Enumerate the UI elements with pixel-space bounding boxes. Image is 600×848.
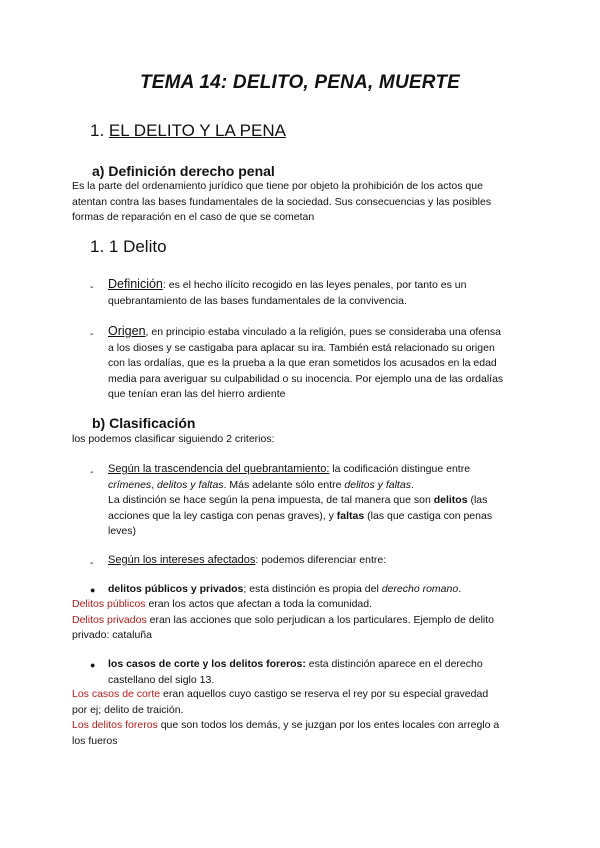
list-item-criterio-trascendencia	[108, 462, 492, 540]
criterio-text: la codificación distingue entre	[329, 463, 471, 475]
bullet-icon: ●	[90, 585, 96, 595]
definicion-text: : es el hecho ilícito recogido en las leyes penales, por tanto es un	[162, 279, 467, 291]
text-run: (las que castiga con penas	[364, 509, 493, 522]
origen-text: , en principio estaba vinculado a la religión, pues se consideraba una ofensa	[145, 326, 502, 338]
red-term: Delitos públicos	[72, 598, 146, 610]
section-heading-1-1: 1. 1 Delito	[90, 237, 167, 256]
text-line: quebrantamiento de las bases fundamentales de la convivencia.	[108, 294, 407, 307]
italic-term: delitos y faltas	[344, 478, 411, 491]
text-line: media para averiguar su culpabilidad o su inocencia. Por ejemplo una de las ordalías	[108, 372, 504, 385]
dash-marker: -	[90, 466, 94, 478]
text-run: ,	[151, 478, 158, 491]
red-term: Los delitos foreros	[72, 719, 158, 731]
text-line: castellano del siglo 13.	[108, 673, 215, 686]
text-line: formas de reparación en el caso de que se cometan	[72, 211, 315, 223]
text-run: eran los actos que afectan a toda la comunidad.	[145, 598, 373, 610]
paragraph-casos-corte-foreros	[72, 687, 499, 749]
text-run: eran las acciones que solo perjudican a los particulares. Ejemplo de delito	[146, 613, 494, 626]
section-label: EL DELITO Y LA PENA	[108, 121, 286, 140]
text-line: Es la parte del ordenamiento jurídico que tiene por objeto la prohibición de los actos que	[72, 180, 483, 192]
paragraph-delitos-publicos-privados	[72, 597, 494, 644]
text-run: La distinción se hace según la pena impuesta, de tal manera que son	[108, 494, 434, 506]
section-number: 1.	[90, 121, 109, 140]
list-item-definicion	[108, 277, 466, 309]
criterio-trascendencia-label: Según la trascendencia del quebrantamiento:	[108, 463, 330, 475]
text-run: (las	[467, 494, 488, 506]
bold-term: delitos públicos y privados	[108, 583, 244, 595]
bold-term: los casos de corte y los delitos foreros:	[108, 658, 306, 670]
criterio-text: : podemos diferenciar entre:	[255, 554, 387, 566]
bullet-item-casos-corte	[108, 657, 483, 688]
criterio-intereses-label: Según los intereses afectados	[108, 554, 256, 566]
text-run: . Más adelante sólo entre	[223, 478, 345, 491]
text-line: leves)	[108, 525, 137, 537]
list-item-origen	[108, 324, 503, 403]
page-title: TEMA 14: DELITO, PENA, MUERTE	[139, 72, 461, 93]
paragraph-definicion-derecho-penal	[72, 179, 491, 226]
bold-term-delitos: delitos	[433, 494, 468, 506]
text-run: eran aquellos cuyo castigo se reserva el rey por su especial gravedad	[160, 688, 489, 700]
dash-marker: -	[90, 328, 94, 340]
dash-marker: -	[90, 281, 94, 293]
bullet-icon: ●	[90, 660, 96, 670]
origen-label: Origen	[108, 324, 146, 338]
section-heading-1	[90, 121, 286, 141]
subheading-definicion: a) Definición derecho penal	[92, 163, 275, 179]
bullet-item-delitos-publicos-privados	[108, 582, 461, 598]
clasificacion-intro: los podemos clasificar siguiendo 2 criterios:	[72, 433, 275, 445]
bold-term-faltas: faltas	[336, 509, 365, 522]
text-line: por ej; delito de traición.	[72, 703, 184, 716]
list-item-criterio-intereses	[108, 553, 386, 569]
text-line: a los dioses y se castigaba para aplacar su ira. También está relacionado su origen	[108, 341, 495, 354]
text-line: que tenían eran las del hierro ardiente	[108, 388, 286, 400]
text-line: los fueros	[72, 734, 118, 747]
text-run: acciones que la ley castiga con penas graves), y	[108, 509, 337, 522]
text-line: atentan contra las bases fundamentales de la sociedad. Sus consecuencias y las posibles	[72, 195, 492, 208]
red-term: Los casos de corte	[72, 688, 161, 700]
italic-term: derecho romano	[381, 583, 459, 595]
text-run: esta distinción aparece en el derecho	[305, 658, 483, 670]
red-term: Delitos privados	[72, 613, 147, 626]
text-run: que son todos los demás, y se juzgan por los entes locales con arreglo a	[157, 719, 500, 731]
text-run: .	[410, 478, 414, 491]
dash-marker: -	[90, 557, 94, 569]
definicion-label: Definición	[108, 277, 163, 291]
text-line: privado: cataluña	[72, 629, 152, 641]
italic-term: crímenes	[108, 478, 152, 491]
text-run: .	[458, 583, 462, 595]
text-line: con las ordalías, que es la prueba a la que eran sometidos los acusados en la edad	[108, 357, 497, 369]
subheading-clasificacion: b) Clasificación	[92, 415, 196, 431]
text-run: ; esta distinción es propia del	[243, 583, 382, 595]
italic-term: delitos y faltas	[157, 478, 224, 491]
